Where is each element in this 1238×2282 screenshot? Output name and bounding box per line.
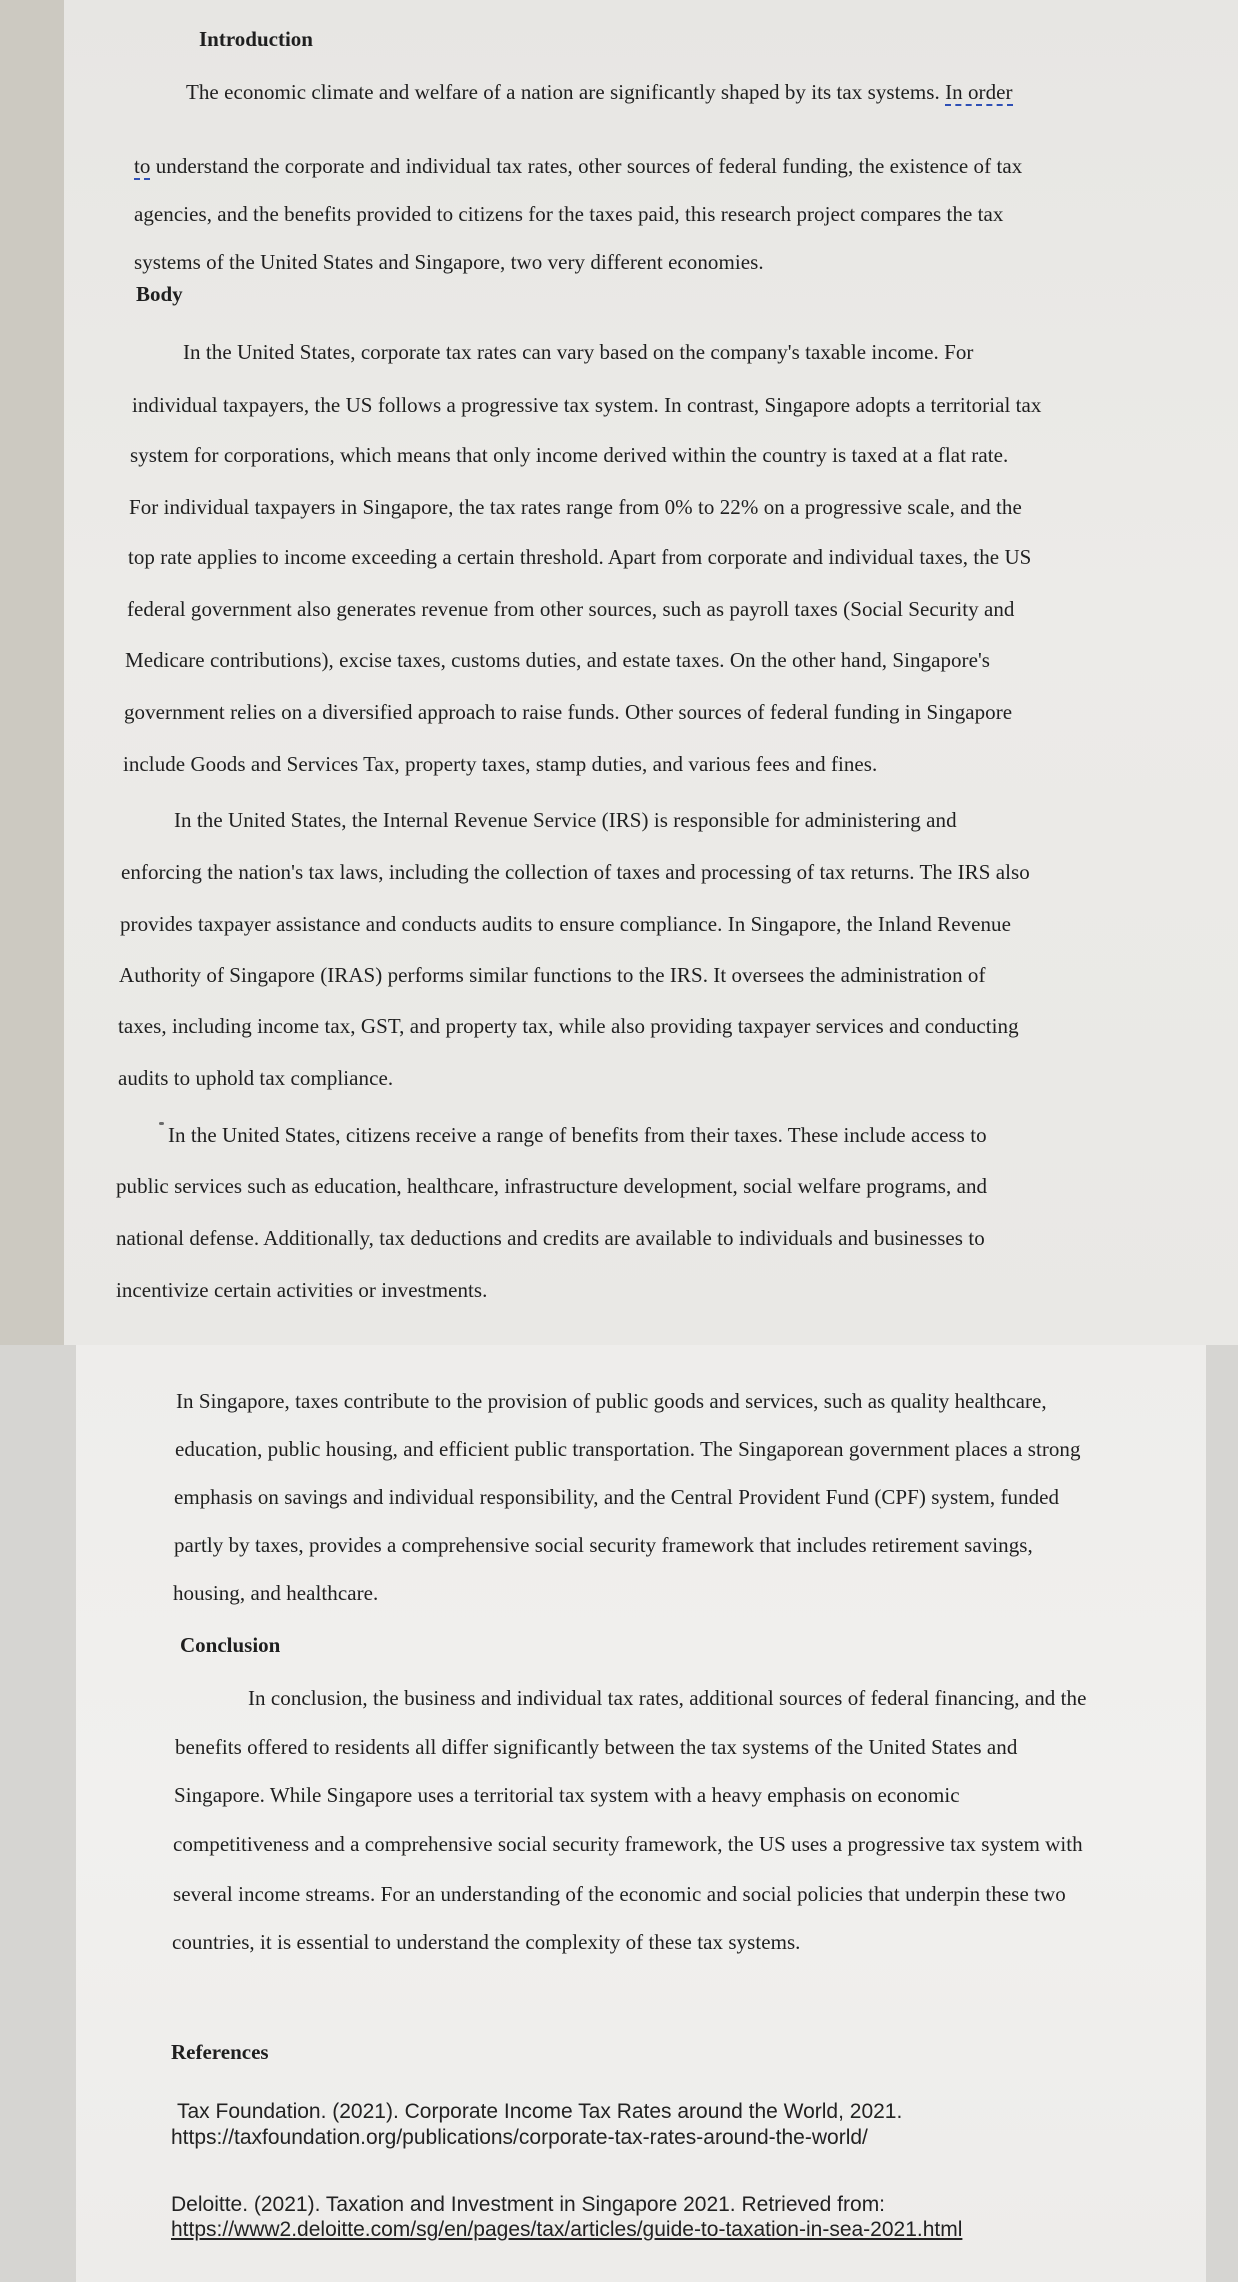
body-paragraph-2-line: taxes, including income tax, GST, and property tax, while also providing taxpayer services and conducting	[118, 1014, 1019, 1038]
body-paragraph-3-line: incentivize certain activities or investments.	[116, 1278, 488, 1302]
body-paragraph-1-line: system for corporations, which means that only income derived within the country is taxed at a flat rate.	[130, 443, 1009, 467]
introduction-heading: Introduction	[199, 27, 313, 51]
body-paragraph-4-line: emphasis on savings and individual responsibility, and the Central Provident Fund (CPF) system, funded	[174, 1485, 1060, 1509]
body-paragraph-1-line: individual taxpayers, the US follows a progressive tax system. In contrast, Singapore adopts a territorial tax	[132, 393, 1042, 417]
conclusion-heading: Conclusion	[180, 1633, 281, 1657]
body-paragraph-2-line: provides taxpayer assistance and conducts audits to ensure compliance. In Singapore, the Inland Revenue	[120, 912, 1011, 936]
body-paragraph-3-line: national defense. Additionally, tax deductions and credits are available to individuals and businesses to	[116, 1226, 985, 1250]
body-paragraph-3-line: public services such as education, healthcare, infrastructure development, social welfare programs, and	[116, 1174, 988, 1198]
body-paragraph-4-line: education, public housing, and efficient public transportation. The Singaporean government places a strong	[175, 1437, 1081, 1461]
in-order-underlined-phrase: In order	[945, 80, 1013, 104]
reference-url: https://taxfoundation.org/publications/corporate-tax-rates-around-the-world/	[171, 2126, 868, 2149]
conclusion-line: In conclusion, the business and individual tax rates, additional sources of federal financing, and the	[248, 1686, 1087, 1710]
document-page-bottom	[76, 1345, 1206, 2282]
body-paragraph-1-line: top rate applies to income exceeding a certain threshold. Apart from corporate and individual taxes, the US	[128, 545, 1032, 569]
body-paragraph-4-line: partly by taxes, provides a comprehensive social security framework that includes retirement savings,	[174, 1533, 1033, 1557]
body-paragraph-1-line: In the United States, corporate tax rates can vary based on the company's taxable income. For	[183, 340, 974, 364]
body-paragraph-2-line: Authority of Singapore (IRAS) performs similar functions to the IRS. It oversees the administration of	[119, 963, 986, 987]
body-paragraph-2-line: audits to uphold tax compliance.	[118, 1066, 394, 1090]
conclusion-line: benefits offered to residents all differ significantly between the tax systems of the United States and	[175, 1735, 1018, 1759]
body-paragraph-1-line: government relies on a diversified approach to raise funds. Other sources of federal funding in Singapore	[124, 700, 1013, 724]
introduction-line-4: systems of the United States and Singapore, two very different economies.	[134, 250, 764, 274]
stray-pen-mark	[159, 1122, 164, 1125]
conclusion-line: Singapore. While Singapore uses a territorial tax system with a heavy emphasis on economic	[174, 1783, 960, 1807]
reference-link[interactable]: https://www2.deloitte.com/sg/en/pages/tax/articles/guide-to-taxation-in-sea-2021.html	[171, 2218, 963, 2241]
conclusion-line: countries, it is essential to understand the complexity of these tax systems.	[172, 1930, 801, 1954]
body-paragraph-1-line: federal government also generates revenue from other sources, such as payroll taxes (Social Security and	[127, 597, 1015, 621]
body-paragraph-4-line: In Singapore, taxes contribute to the provision of public goods and services, such as quality healthcare,	[176, 1389, 1047, 1413]
body-heading: Body	[136, 282, 183, 306]
document-page-top	[64, 0, 1238, 1345]
conclusion-line: competitiveness and a comprehensive social security framework, the US uses a progressive tax system with	[173, 1832, 1083, 1856]
body-paragraph-3-line: In the United States, citizens receive a range of benefits from their taxes. These include access to	[168, 1123, 987, 1147]
references-heading: References	[171, 2040, 269, 2064]
introduction-line-3: agencies, and the benefits provided to citizens for the taxes paid, this research project compares the tax	[134, 202, 1004, 226]
introduction-line-2: to understand the corporate and individual tax rates, other sources of federal funding, the existence of tax	[134, 154, 1023, 178]
body-paragraph-1-line: Medicare contributions), excise taxes, customs duties, and estate taxes. On the other hand, Singapore's	[125, 648, 991, 672]
body-paragraph-2-line: enforcing the nation's tax laws, including the collection of taxes and processing of tax returns. The IRS also	[121, 860, 1030, 884]
reference-citation: Tax Foundation. (2021). Corporate Income Tax Rates around the World, 2021.	[177, 2100, 903, 2123]
body-paragraph-2-line: In the United States, the Internal Revenue Service (IRS) is responsible for administering and	[174, 808, 957, 832]
introduction-line-1: The economic climate and welfare of a nation are significantly shaped by its tax systems. In order	[186, 80, 1013, 104]
conclusion-line: several income streams. For an understanding of the economic and social policies that underpin these two	[173, 1882, 1066, 1906]
body-paragraph-4-line: housing, and healthcare.	[173, 1581, 379, 1605]
bottom-document-photo	[0, 1345, 1238, 2282]
reference-citation: Deloitte. (2021). Taxation and Investment in Singapore 2021. Retrieved from:	[171, 2193, 886, 2216]
body-paragraph-1-line: include Goods and Services Tax, property taxes, stamp duties, and various fees and fines.	[123, 752, 878, 776]
body-paragraph-1-line: For individual taxpayers in Singapore, the tax rates range from 0% to 22% on a progressive scale, and the	[129, 495, 1022, 519]
